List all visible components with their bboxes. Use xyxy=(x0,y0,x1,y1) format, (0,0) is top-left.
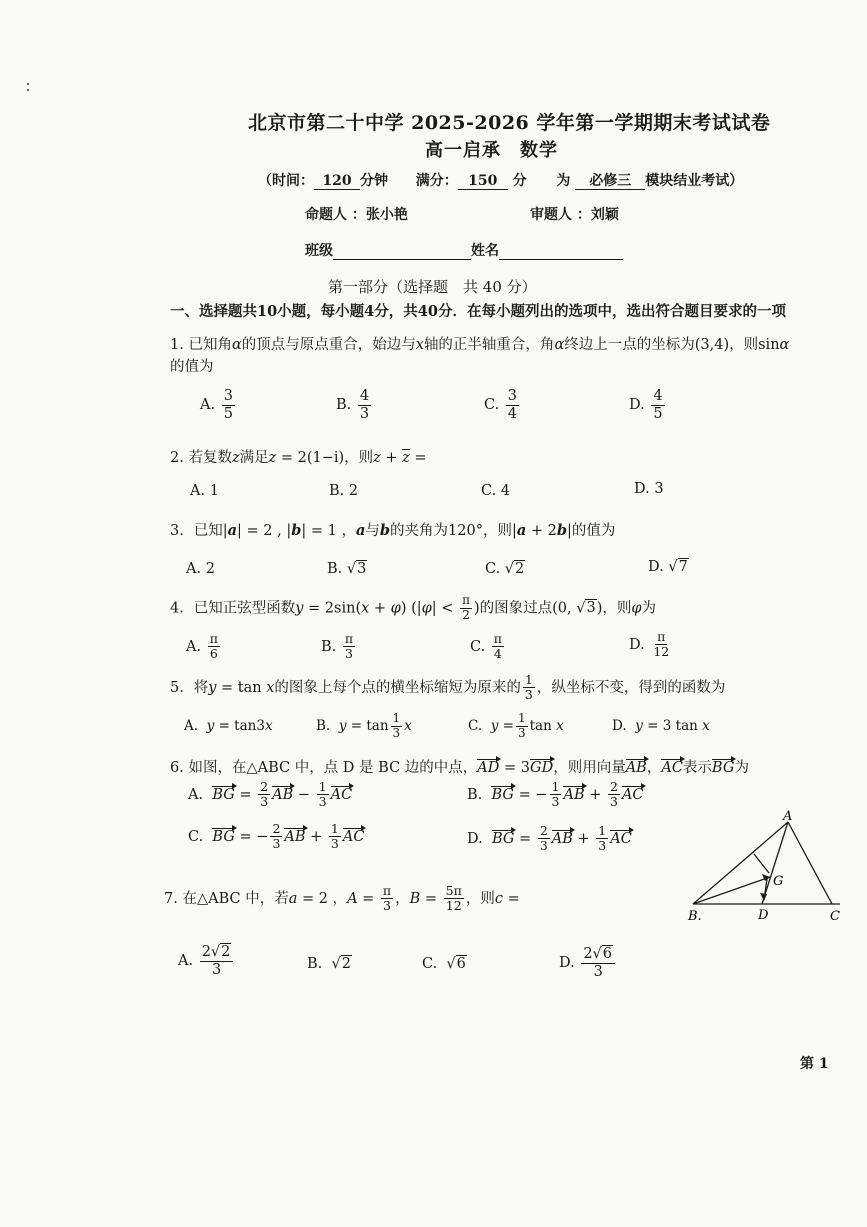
q6-stem: 6. 如图，在△ABC 中，点 D 是 BC 边的中点，AD = 3GD，则用向量AB，AC表示BG为 xyxy=(170,760,749,776)
part1-instruction: 一、选择题共10小题，每小题4分，共40分．在每小题列出的选项中，选出符合题目要求的一项 xyxy=(170,303,786,320)
q7-stem: 7. 在△ABC 中，若a = 2 ，A = $\frac{\pi}{3}$ ，B = $\frac{5\pi}{12}$ ，则c = xyxy=(164,883,520,914)
q4-option-c[interactable]: C. $\frac{\pi}{4}$ xyxy=(470,631,503,662)
q4-option-a[interactable]: A. $\frac{\pi}{6}$ xyxy=(186,631,218,662)
class-field[interactable] xyxy=(333,244,471,260)
class-label: 班级 xyxy=(305,243,333,259)
label-g: G xyxy=(773,874,784,889)
arrowhead-gd xyxy=(760,893,767,901)
q5-option-a[interactable]: A. y = tan3x xyxy=(184,718,273,734)
reviewer-label: 审题人 ：刘颖 xyxy=(530,207,619,223)
page-number: 第 1 xyxy=(800,1056,829,1072)
scan-marks xyxy=(27,83,30,97)
q3-option-a[interactable]: A. 2 xyxy=(186,561,215,577)
q7-option-a[interactable]: A. $\frac{2√2}{3}$ xyxy=(178,944,235,978)
q1-stem-cont: 的值为 xyxy=(170,359,214,375)
q3-stem: 3．已知|a| = 2 , |b| = 1 ，a与b的夹角为120°，则|a + 2b|的值为 xyxy=(170,522,616,539)
q1-stem: 1. 已知角α的顶点与原点重合，始边与x轴的正半轴重合，角α终边上一点的坐标为(3,4)，则sinα xyxy=(170,337,790,353)
q3-option-d[interactable]: D. √7 xyxy=(648,559,688,575)
q5-option-b[interactable]: B. y = tan $\frac{1}{3}$ x xyxy=(316,711,412,740)
q7-option-c[interactable]: C. √6 xyxy=(422,956,466,972)
q2-option-b[interactable]: B. 2 xyxy=(329,483,359,499)
triangle-figure xyxy=(680,808,867,928)
vector-ag-mark xyxy=(754,854,769,873)
q7-option-d[interactable]: D. $\frac{2√6}{3}$ xyxy=(559,946,617,980)
part1-title: 第一部分（选择题 共 40 分） xyxy=(328,278,537,296)
q4-option-b[interactable]: B. $\frac{\pi}{3}$ xyxy=(321,631,354,662)
score-label: 满分： xyxy=(415,173,458,189)
q7-option-b[interactable]: B. √2 xyxy=(307,956,351,972)
q6-option-b[interactable]: B. BG = − $\frac{1}{3}$ AB + $\frac{2}{3}$ AC xyxy=(467,779,644,810)
side-ab xyxy=(693,822,788,904)
q5-option-c[interactable]: C. y = $\frac{1}{3}$ tan x xyxy=(468,711,564,740)
score-value: 150 xyxy=(458,174,508,190)
median-ad xyxy=(762,822,788,904)
side-ac xyxy=(788,822,832,904)
label-b: B. xyxy=(688,909,702,924)
q2-option-a[interactable]: A. 1 xyxy=(190,483,219,499)
exam-title: 北京市第二十中学 2025-2026 学年第一学期期末考试试卷 xyxy=(248,112,771,134)
exam-subtitle: 高一启承 数学 xyxy=(425,140,558,161)
time-value: 120 xyxy=(314,174,360,190)
label-c: C xyxy=(830,909,840,924)
name-field[interactable] xyxy=(499,244,623,260)
q1-option-a[interactable]: A. $\frac{3}{5}$ xyxy=(200,388,233,422)
time-unit: 分钟 xyxy=(360,173,388,189)
q1-option-b[interactable]: B. $\frac{4}{3}$ xyxy=(336,388,370,422)
for-tail: 模块结业考试） xyxy=(645,173,744,189)
q1-option-d[interactable]: D. $\frac{4}{5}$ xyxy=(629,388,663,422)
name-label: 姓名 xyxy=(471,243,499,259)
q2-option-c[interactable]: C. 4 xyxy=(481,483,511,499)
label-d: D xyxy=(758,908,769,923)
score-unit: 分 xyxy=(512,173,527,189)
module-value: 必修三 xyxy=(575,174,645,190)
q4-stem: 4．已知正弦型函数y = 2sin(x + φ) (|φ| < $\frac{\pi}{2}$ )的图象过点(0, √3)，则φ为 xyxy=(170,593,657,622)
q4-option-d[interactable]: D. $\frac{\pi}{12}$ xyxy=(629,629,670,660)
class-name-line xyxy=(305,240,623,260)
for-label: 为 xyxy=(556,173,571,189)
q1-option-c[interactable]: C. $\frac{3}{4}$ xyxy=(484,388,518,422)
q3-option-c[interactable]: C. √2 xyxy=(485,561,525,577)
q5-option-d[interactable]: D. y = 3 tan x xyxy=(612,718,710,734)
q6-option-d[interactable]: D. BG = $\frac{2}{3}$ AB + $\frac{1}{3}$ AC xyxy=(467,823,632,854)
q2-stem: 2. 若复数z满足z = 2(1−i)，则$z + \overline{z}$ = xyxy=(170,450,427,466)
q3-option-b[interactable]: B. √3 xyxy=(327,561,367,577)
q5-stem: 5．将y = tan x的图象上每个点的横坐标缩短为原来的 $\frac{1}{3}$ ，纵坐标不变，得到的函数为 xyxy=(170,672,726,703)
q6-option-a[interactable]: A. BG = $\frac{2}{3}$ AB − $\frac{1}{3}$ AC xyxy=(188,779,353,810)
vector-bg xyxy=(693,877,770,904)
author-label: 命题人 ：张小艳 xyxy=(305,207,408,223)
exam-meta-line xyxy=(258,170,743,190)
time-label: （时间： xyxy=(258,173,314,189)
label-a: A xyxy=(783,809,793,824)
q6-option-c[interactable]: C. BG = − $\frac{2}{3}$ AB + $\frac{1}{3}$ AC xyxy=(188,821,365,852)
q2-option-d[interactable]: D. 3 xyxy=(634,481,664,497)
